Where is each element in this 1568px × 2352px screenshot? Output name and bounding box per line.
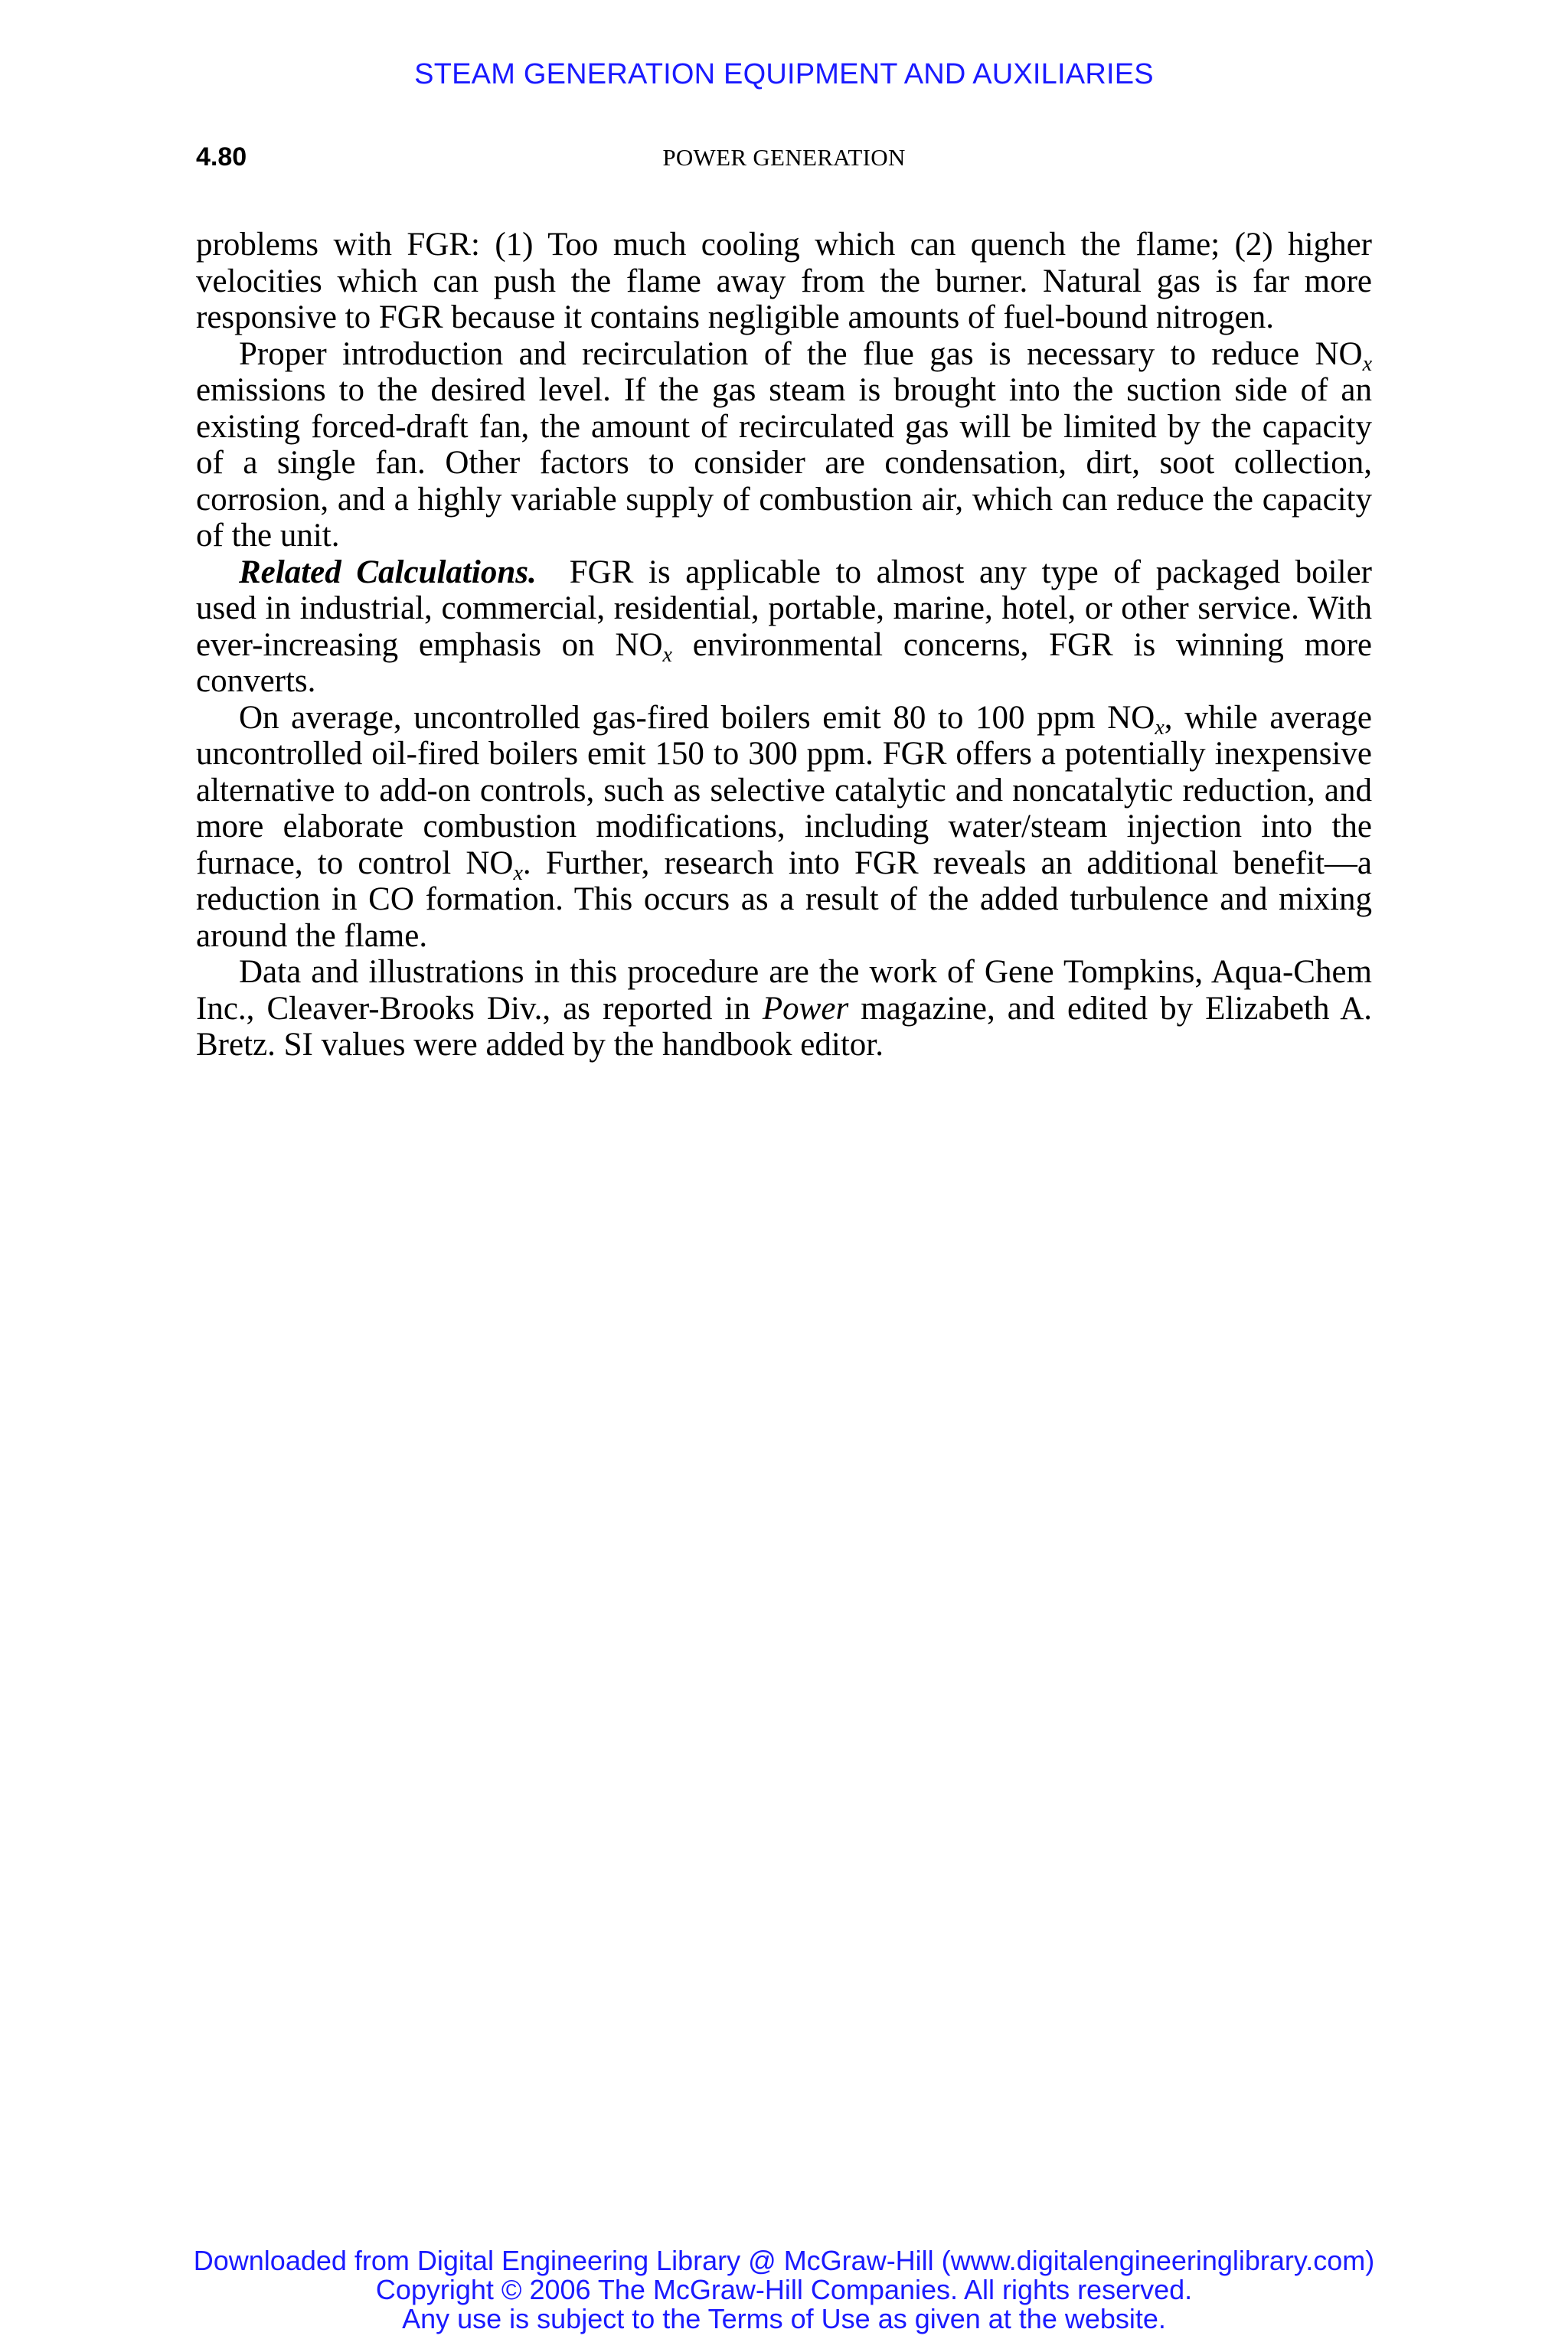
- paragraph-2-text-a: Proper introduction and recirculation of the flue gas is necessary to reduce NO: [239, 335, 1363, 372]
- paragraph-2: [196, 336, 1372, 554]
- running-head: STEAM GENERATION EQUIPMENT AND AUXILIARIES: [414, 58, 1154, 90]
- footer-download-line: Downloaded from Digital Engineering Library @ McGraw-Hill (www.digitalengineeringlibrary.com): [193, 2245, 1375, 2276]
- paragraph-5: [196, 954, 1372, 1063]
- page-header-title: POWER GENERATION: [662, 144, 906, 171]
- footer-terms-line: Any use is subject to the Terms of Use as given at the website.: [402, 2303, 1166, 2334]
- subscript-x: x: [1362, 351, 1372, 376]
- paragraph-4: [196, 700, 1372, 955]
- paragraph-5-text-b: magazine, and edited by Elizabeth A. Bretz. SI values were added by the handbook editor.: [196, 990, 1372, 1063]
- page-number: 4.80: [196, 142, 247, 172]
- subscript-x: x: [1155, 715, 1165, 740]
- body-text: [196, 227, 1372, 1063]
- paragraph-3-text-b: environmental concerns, FGR is winning more converts.: [196, 626, 1372, 699]
- footer-copyright-line: Copyright © 2006 The McGraw-Hill Companies. All rights reserved.: [375, 2274, 1193, 2305]
- paragraph-3: [196, 554, 1372, 700]
- paragraph-5-text-a: Data and illustrations in this procedure are the work of Gene Tompkins, Aqua-Chem Inc., Cleaver-Brooks Div., as reported in: [196, 954, 1372, 1027]
- paragraph-3-text-a: FGR is applicable to almost any type of packaged boiler used in industrial, commercial, residential, portable, marine, hotel, or other service. With ever-increasing emphasis on NO: [196, 554, 1372, 663]
- paragraph-1: [196, 227, 1372, 336]
- paragraph-4-text-a: On average, uncontrolled gas-fired boilers emit 80 to 100 ppm NO: [239, 699, 1155, 736]
- download-footer: [0, 2246, 1568, 2334]
- paragraph-4-text-c: . Further, research into FGR reveals an additional benefit—a reduction in CO formation. This occurs as a result of the added turbulence and mixing around the flame.: [196, 844, 1372, 954]
- paragraph-4-text-b: , while average uncontrolled oil-fired boilers emit 150 to 300 ppm. FGR offers a potentially inexpensive alternative to add-on controls, such as selective catalytic and noncatalytic reduction, and more elaborate combustion modifications, including water/​steam injection into the furnace, to control NO: [196, 699, 1372, 881]
- paragraph-2-text-b: emissions to the desired level. If the gas steam is brought into the suction side of an existing forced-draft fan, the amount of recirculated gas will be limited by the capacity of a single fan. Other factors to consider are condensation, dirt, soot collection, corrosion, and a highly variable supply of combustion air, which can reduce the capacity of the unit.: [196, 372, 1372, 554]
- paragraph-1-text: problems with FGR: (1) Too much cooling which can quench the flame; (2) higher velocities which can push the flame away from the burner. Natural gas is far more responsive to FGR because it contains negligible amounts of fuel-bound nitrogen.: [196, 227, 1372, 335]
- subscript-x: x: [513, 861, 523, 885]
- subscript-x: x: [662, 642, 672, 667]
- section-heading-related-calculations: Related Calculations.: [239, 554, 537, 590]
- magazine-title: Power: [762, 990, 849, 1027]
